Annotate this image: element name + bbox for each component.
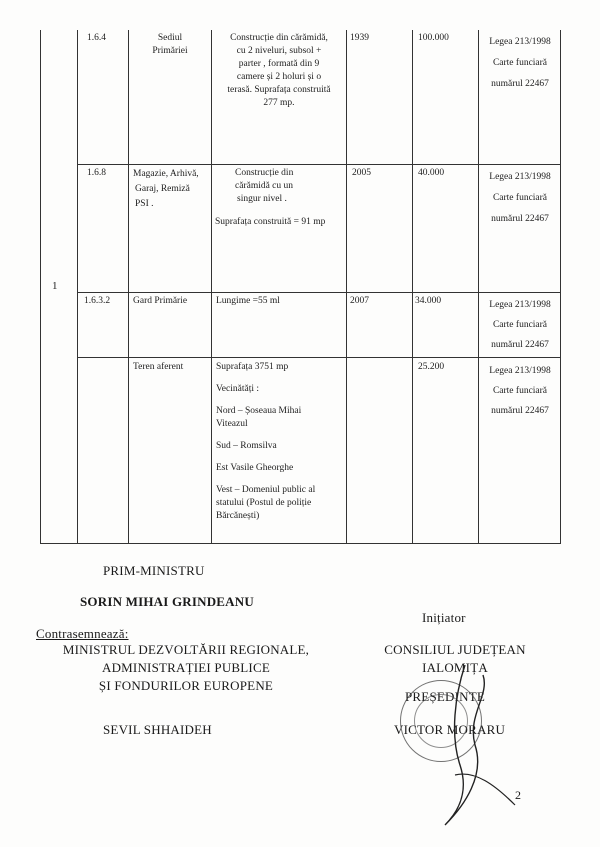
row-legal-line: Carte funciară xyxy=(492,386,548,396)
row-description-line: Construcție din xyxy=(235,168,294,178)
table-border-bottom xyxy=(40,543,561,544)
ministry-line: MINISTRUL DEZVOLTĂRII REGIONALE, xyxy=(62,642,310,657)
table-col-divider xyxy=(478,30,479,544)
row-value: 25.200 xyxy=(418,362,445,372)
table-border-left xyxy=(40,30,41,544)
row-description-line: Suprafața construită = 91 mp xyxy=(215,217,326,227)
table-col-divider xyxy=(412,30,413,544)
countersign-label: Contrasemnează: xyxy=(36,626,129,641)
row-legal-line: Legea 213/1998 xyxy=(489,366,551,376)
row-description-line: singur nivel . xyxy=(237,194,287,204)
initiator-label: Inițiator xyxy=(422,610,466,625)
row-description-line: 277 mp. xyxy=(263,98,295,108)
table-row-divider xyxy=(77,164,561,165)
table-col-divider xyxy=(346,30,347,544)
row-name: Teren aferent xyxy=(133,362,184,372)
row-value: 100.000 xyxy=(418,33,449,43)
row-year: 2007 xyxy=(350,296,369,306)
row-legal xyxy=(480,295,560,355)
row-value: 40.000 xyxy=(418,168,445,178)
row-description-line: statului (Postul de poliție xyxy=(216,498,312,508)
row-legal xyxy=(480,361,560,421)
row-name-line: PSI . xyxy=(135,199,154,209)
page-number: 2 xyxy=(515,788,521,802)
table-col-divider xyxy=(128,30,129,544)
table-col-divider xyxy=(77,30,78,544)
group-number: 1 xyxy=(52,280,58,292)
president-title: PREȘEDINTE xyxy=(405,689,485,704)
row-code: 1.6.3.2 xyxy=(84,296,111,306)
row-description-line: Construcție din cărămidă, xyxy=(230,33,328,43)
row-name xyxy=(133,167,209,212)
handwritten-signature xyxy=(395,655,545,835)
minister-name: SEVIL SHHAIDEH xyxy=(103,722,212,737)
row-legal-line: Legea 213/1998 xyxy=(489,37,551,47)
council-line: IALOMIȚA xyxy=(422,660,488,675)
row-legal-line: numărul 22467 xyxy=(491,406,549,416)
row-name: Gard Primărie xyxy=(133,296,188,306)
row-description-line: Viteazul xyxy=(216,419,248,429)
row-legal-line: numărul 22467 xyxy=(491,340,549,350)
row-name-line: Garaj, Remiză xyxy=(135,184,190,194)
council-line: CONSILIUL JUDEȚEAN xyxy=(384,642,526,657)
table-row-divider xyxy=(77,292,561,293)
row-description-line: camere și 2 holuri și o xyxy=(236,72,322,82)
pm-name: SORIN MIHAI GRINDEANU xyxy=(80,594,254,609)
row-value: 34.000 xyxy=(415,296,442,306)
row-description: Lungime =55 ml xyxy=(216,296,280,306)
row-description xyxy=(216,361,346,523)
row-name-line: Primăriei xyxy=(152,46,188,56)
row-legal-line: Legea 213/1998 xyxy=(489,300,551,310)
row-year: 1939 xyxy=(350,33,369,43)
table-row-divider xyxy=(77,357,561,358)
row-description-line: cărămidă cu un xyxy=(235,181,294,191)
row-description-line: Est Vasile Gheorghe xyxy=(216,463,294,473)
row-description-line: Bărcănești) xyxy=(216,511,260,521)
row-legal xyxy=(480,167,560,230)
table-border-right xyxy=(560,30,561,544)
row-description-line: Vest – Domeniul public al xyxy=(216,485,316,495)
president-name: VICTOR MORARU xyxy=(394,722,506,737)
row-year: 2005 xyxy=(352,168,371,178)
pm-title: PRIM-MINISTRU xyxy=(103,563,205,578)
row-legal xyxy=(480,32,560,95)
row-code: 1.6.8 xyxy=(87,168,106,178)
row-description-line: parter , formată din 9 xyxy=(238,59,320,69)
row-code: 1.6.4 xyxy=(87,33,106,43)
row-legal-line: Legea 213/1998 xyxy=(489,172,551,182)
table-col-divider xyxy=(211,30,212,544)
row-description-line: Sud – Romsilva xyxy=(216,441,277,451)
row-legal-line: numărul 22467 xyxy=(491,214,549,224)
row-legal-line: Carte funciară xyxy=(492,58,548,68)
row-description-line: Vecinătăți : xyxy=(216,384,259,394)
row-legal-line: Carte funciară xyxy=(492,193,548,203)
row-name-line: Magazie, Arhivă, xyxy=(133,169,199,179)
row-description-line: terasă. Suprafața construită xyxy=(227,85,331,95)
ministry-line: ȘI FONDURILOR EUROPENE xyxy=(98,678,274,693)
row-legal-line: numărul 22467 xyxy=(491,79,549,89)
row-name-line: Sediul xyxy=(157,33,183,43)
row-legal-line: Carte funciară xyxy=(492,320,548,330)
ministry-line: ADMINISTRAȚIEI PUBLICE xyxy=(102,660,270,675)
row-description-line: Nord – Șoseaua Mihai xyxy=(216,406,302,416)
row-description-line: Suprafața 3751 mp xyxy=(216,362,289,372)
row-description-line: cu 2 niveluri, subsol + xyxy=(236,46,322,56)
ministry-block xyxy=(36,641,336,695)
row-name xyxy=(129,32,211,58)
row-description xyxy=(213,32,345,110)
row-description xyxy=(215,167,345,229)
